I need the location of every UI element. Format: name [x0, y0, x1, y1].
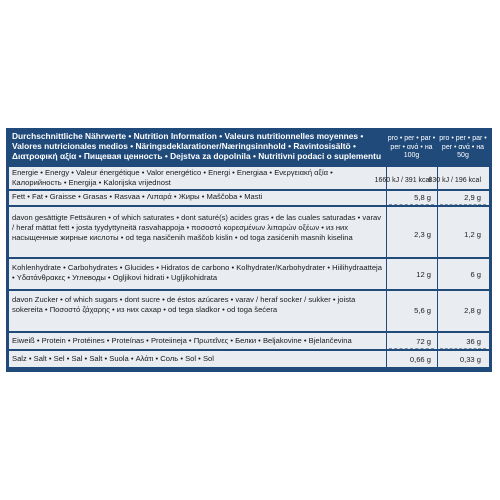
value-100g-text: 12 g: [416, 270, 431, 279]
value-50g: [428, 167, 489, 189]
column-separator: [437, 351, 438, 367]
column-separator: [386, 259, 387, 289]
value-50g-text: 830 kJ / 196 kcal: [428, 177, 481, 184]
column-separator: [386, 207, 387, 257]
column-separator: [437, 291, 438, 331]
value-50g: [437, 191, 489, 205]
column-separator: [437, 259, 438, 289]
column-separator: [437, 191, 438, 205]
value-50g-text: 36 g: [466, 337, 481, 346]
row-label: Fett • Fat • Graisse • Grasas • Rasvaa • Λιπαρά • Жиры • Maščoba • Masti: [12, 192, 263, 201]
value-50g-text: 2,9 g: [464, 193, 481, 202]
value-50g: [437, 207, 489, 257]
value-100g: [386, 207, 437, 257]
value-50g: [437, 259, 489, 289]
value-100g-text: 72 g: [416, 337, 431, 346]
column-separator: [437, 207, 438, 257]
value-50g-text: 6 g: [470, 270, 481, 279]
column-separator: [386, 333, 387, 349]
row-saturates: [9, 207, 489, 257]
column-separator: [386, 191, 387, 205]
header-col-100g: [386, 130, 437, 164]
row-carbohydrates: [9, 259, 489, 289]
column-separator: [437, 130, 438, 164]
row-salt: [9, 351, 489, 367]
row-label: Kohlenhydrate • Carbohydrates • Glucides • Hidratos de carbono • Kolhydrater/Karbohydrater • Hiilihydraatteja • Υδατάνθρακες • Углеводы • Ogljikovi hidrati • Ugljikohidrata: [12, 263, 382, 282]
value-50g-text: 0,33 g: [459, 355, 481, 364]
value-100g-text: 2,3 g: [414, 230, 431, 239]
value-100g: [386, 291, 437, 331]
value-50g-text: 2,8 g: [464, 306, 481, 315]
column-separator: [386, 130, 387, 164]
value-100g: [386, 351, 437, 367]
row-label: Energie • Energy • Valeur énergétique • Valor energético • Energi • Energiaa • Ενεργειακή αξία • Калорийность • Energija • Kalorijska vrijednost: [12, 168, 333, 187]
value-100g: [386, 191, 437, 205]
value-100g: [386, 333, 437, 349]
row-label: davon Zucker • of which sugars • dont sucre • de éstos azúcares • varav / heraf socker / sukker • joista sokereita • Ποσοστό ζάχαρης • из них сахар • od tega sladkor • od toga šećera: [12, 295, 356, 314]
value-50g: [437, 333, 489, 349]
table-header-row: [9, 130, 489, 164]
value-100g-text: 1660 kJ / 391 kcal: [374, 177, 431, 184]
row-energy: [9, 167, 489, 189]
value-50g: [437, 351, 489, 367]
value-100g-text: 5,6 g: [414, 306, 431, 315]
value-50g: [437, 291, 489, 331]
column-separator: [437, 333, 438, 349]
value-underline: [389, 204, 434, 205]
row-sugars: [9, 291, 489, 331]
value-underline: [440, 204, 486, 205]
header-col-50g-label: pro • per • par • per • ανά • на 50g: [439, 135, 487, 160]
value-100g-text: 5,8 g: [414, 193, 431, 202]
nutrition-table: [6, 128, 492, 372]
row-label: Eiweiß • Protein • Protéines • Proteínas • Proteiineja • Πρωτεΐνες • Белки • Beljakovine • Bjelančevina: [12, 336, 352, 345]
row-fat: [9, 191, 489, 205]
value-100g-text: 0,66 g: [409, 355, 431, 364]
value-50g-text: 1,2 g: [464, 230, 481, 239]
header-col-100g-label: pro • per • par • per • ανά • на 100g: [387, 135, 436, 160]
row-protein: [9, 333, 489, 349]
row-label: davon gesättigte Fettsäuren • of which saturates • dont saturé(s) acides gras • de las cuales saturadas • varav / heraf mättat fett • josta tyydyttyneitä rasvahappoja • ποσοστό κορεσμένων λιπαρών οξέων • из них насыщенные жирные кислоты • od tega nasičenih maščob kislin • od toga zasićenih masnih kiselina: [12, 213, 381, 242]
row-label: Salz • Salt • Sel • Sal • Salt • Suola • Αλάτι • Соль • Sol • Sol: [12, 354, 214, 363]
header-description: Durchschnittliche Nährwerte • Nutrition Information • Valeurs nutritionnelles moyennes • Valores nutricionales medios • Näringsdeklarationer/Næringsinnhold • Ravintosisältö • Διατροφική αξία • Пищевая ценность • Dejstva za dopolnila • Nutritivni podaci o suplementu: [12, 131, 382, 161]
column-separator: [386, 351, 387, 367]
value-underline: [389, 348, 434, 349]
value-underline: [440, 348, 486, 349]
value-100g: [386, 259, 437, 289]
column-separator: [386, 291, 387, 331]
header-col-50g: [437, 130, 489, 164]
